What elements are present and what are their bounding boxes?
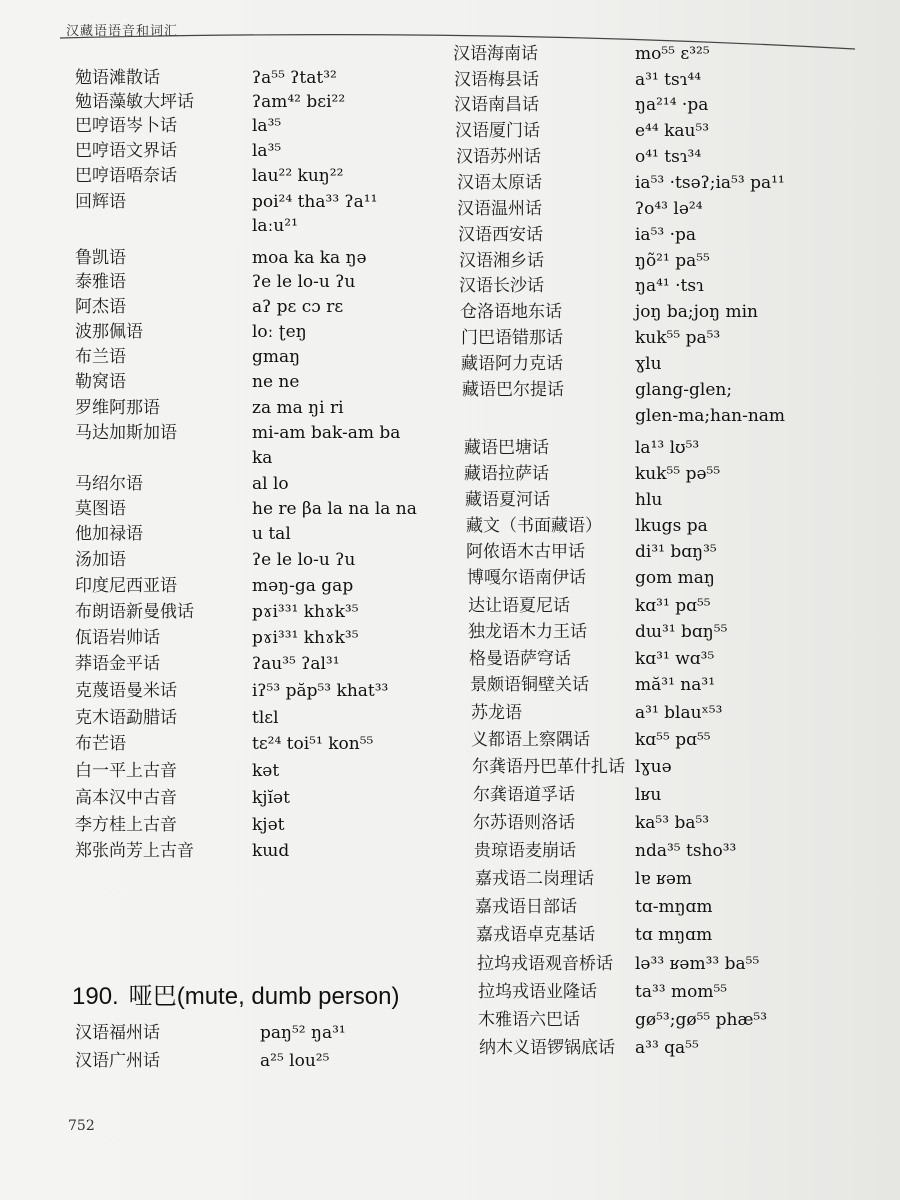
language-name: 李方桂上古音 bbox=[75, 815, 177, 835]
entry-row bbox=[75, 786, 505, 810]
word-form: kjət bbox=[252, 815, 285, 835]
language-name: 布兰语 bbox=[75, 347, 126, 367]
word-form: o⁴¹ tsɿ³⁴ bbox=[635, 147, 702, 167]
entry-row bbox=[75, 1049, 505, 1073]
word-form: gom maŋ bbox=[635, 568, 715, 588]
language-name: 汉语太原话 bbox=[457, 173, 542, 193]
entry-row bbox=[75, 164, 505, 188]
language-name: 独龙语木力王话 bbox=[468, 622, 587, 642]
entry-row bbox=[453, 68, 883, 92]
entry-row bbox=[75, 706, 505, 730]
language-name: 藏语夏河话 bbox=[465, 490, 550, 510]
language-name: 藏语巴尔提话 bbox=[462, 380, 564, 400]
word-form: tɑ mŋɑm bbox=[635, 925, 713, 945]
language-name: 巴哼语文界话 bbox=[75, 141, 177, 161]
entry-row bbox=[453, 171, 883, 195]
entry-row bbox=[453, 352, 883, 376]
language-name: 汉语温州话 bbox=[457, 199, 542, 219]
word-form: ʔe le lo-u ʔu bbox=[252, 272, 356, 292]
language-name: 嘉戎语卓克基话 bbox=[476, 925, 595, 945]
entry-row bbox=[75, 600, 505, 624]
language-name: 罗维阿那语 bbox=[75, 398, 160, 418]
word-form: gmaŋ bbox=[252, 347, 301, 367]
word-form: kɑ³¹ wɑ³⁵ bbox=[635, 649, 715, 669]
entry-row bbox=[75, 190, 505, 214]
language-name: 义都语上察隅话 bbox=[471, 730, 590, 750]
entry-row bbox=[75, 839, 505, 863]
word-form: laːu²¹ bbox=[252, 216, 298, 236]
word-form: ŋa⁴¹ ·tsɿ bbox=[635, 276, 704, 296]
language-name: 莽语金平话 bbox=[75, 654, 160, 674]
word-form: ʔe le lo-u ʔu bbox=[252, 550, 356, 570]
entry-row bbox=[75, 320, 505, 344]
entry-row bbox=[453, 755, 883, 779]
language-name: 鲁凯语 bbox=[75, 248, 126, 268]
word-form: lə³³ ʁəm³³ ba⁵⁵ bbox=[635, 954, 760, 974]
entry-row bbox=[453, 378, 883, 402]
word-form: ka bbox=[252, 448, 273, 468]
entry-row bbox=[453, 197, 883, 221]
entry-row bbox=[453, 647, 883, 671]
word-form: ʔam⁴² bɛi²² bbox=[252, 92, 346, 112]
entry-row bbox=[75, 1021, 505, 1045]
language-name: 景颇语铜壁关话 bbox=[470, 675, 589, 695]
word-form: ne ne bbox=[252, 372, 300, 392]
word-form: ŋõ²¹ pa⁵⁵ bbox=[635, 251, 710, 271]
entry-row bbox=[75, 270, 505, 294]
word-form: nda³⁵ tsho³³ bbox=[635, 841, 737, 861]
language-name: 苏龙语 bbox=[471, 703, 522, 723]
running-head: 汉藏语语音和词汇 bbox=[66, 24, 179, 39]
word-form: ʔau³⁵ ʔal³¹ bbox=[252, 654, 340, 674]
language-name: 巴哼语唔奈话 bbox=[75, 166, 177, 186]
language-name: 木雅语六巴话 bbox=[478, 1010, 580, 1030]
language-name: 嘉戎语日部话 bbox=[475, 897, 577, 917]
language-name: 藏语巴塘话 bbox=[464, 438, 549, 458]
word-form: mo⁵⁵ ɛ³²⁵ bbox=[635, 44, 710, 64]
entry-row bbox=[453, 93, 883, 117]
section-heading bbox=[72, 976, 399, 1011]
language-name: 马绍尔语 bbox=[75, 474, 143, 494]
word-form: ia⁵³ ·pa bbox=[635, 225, 697, 245]
word-form: loː ʈeŋ bbox=[252, 322, 307, 342]
entry-row bbox=[75, 759, 505, 783]
word-form: u tal bbox=[252, 524, 291, 544]
word-form: za ma ŋi ri bbox=[252, 398, 344, 418]
language-name: 泰雅语 bbox=[75, 272, 126, 292]
word-form: a²⁵ lou²⁵ bbox=[260, 1051, 330, 1071]
language-name: 回辉语 bbox=[75, 192, 126, 212]
entry-row bbox=[453, 514, 883, 538]
word-form: joŋ ba;joŋ min bbox=[635, 302, 758, 322]
language-name: 藏文（书面藏语） bbox=[466, 516, 602, 536]
language-name: 阿杰语 bbox=[75, 297, 126, 317]
language-name: 拉坞戎语观音桥话 bbox=[477, 954, 613, 974]
word-form: lɣuə bbox=[635, 757, 672, 777]
entry-row bbox=[75, 345, 505, 369]
word-form: la³⁵ bbox=[252, 141, 282, 161]
language-name: 波那佩语 bbox=[75, 322, 143, 342]
entry-row bbox=[453, 223, 883, 247]
entry-row bbox=[75, 214, 505, 238]
entry-row bbox=[453, 952, 883, 976]
word-form: a³¹ tsɿ⁴⁴ bbox=[635, 70, 702, 90]
word-form: dɯ³¹ bɑŋ⁵⁵ bbox=[635, 622, 728, 642]
entry-row bbox=[453, 867, 883, 891]
entry-row bbox=[75, 813, 505, 837]
word-form: pɤi³³¹ khɤk³⁵ bbox=[252, 602, 359, 622]
word-form: a³¹ blauˣ⁵³ bbox=[635, 703, 723, 723]
entry-row bbox=[453, 540, 883, 564]
word-form: kɑ³¹ pɑ⁵⁵ bbox=[635, 596, 711, 616]
word-form: la³⁵ bbox=[252, 116, 282, 136]
word-form: lau²² kuŋ²² bbox=[252, 166, 344, 186]
word-form: ʔa⁵⁵ ʔtat³² bbox=[252, 68, 337, 88]
entry-row bbox=[75, 246, 505, 270]
entry-row bbox=[75, 396, 505, 420]
language-name: 莫图语 bbox=[75, 499, 126, 519]
word-form: lɐ ʁəm bbox=[635, 869, 693, 889]
language-name: 克木语勐腊话 bbox=[75, 708, 177, 728]
entry-row bbox=[453, 326, 883, 350]
language-name: 佤语岩帅话 bbox=[75, 628, 160, 648]
word-form: mi-am bak-am ba bbox=[252, 423, 401, 443]
language-name: 阿侬语木古甲话 bbox=[466, 542, 585, 562]
entry-row bbox=[453, 811, 883, 835]
language-name: 尔苏语则洛话 bbox=[473, 813, 575, 833]
language-name: 仓洛语地东话 bbox=[460, 302, 562, 322]
language-name: 布芒语 bbox=[75, 734, 126, 754]
entry-row bbox=[75, 679, 505, 703]
entry-row bbox=[453, 1008, 883, 1032]
entry-row bbox=[453, 566, 883, 590]
language-name: 博嘎尔语南伊话 bbox=[467, 568, 586, 588]
entry-row bbox=[453, 728, 883, 752]
language-name: 嘉戎语二岗理话 bbox=[475, 869, 594, 889]
word-form: kɑ⁵⁵ pɑ⁵⁵ bbox=[635, 730, 711, 750]
entry-row bbox=[75, 548, 505, 572]
entry-row bbox=[75, 370, 505, 394]
section-title: 哑巴(mute, dumb person) bbox=[128, 983, 400, 1010]
language-name: 高本汉中古音 bbox=[75, 788, 177, 808]
entry-row bbox=[453, 300, 883, 324]
entry-row bbox=[75, 114, 505, 138]
language-name: 汉语西安话 bbox=[458, 225, 543, 245]
entry-row bbox=[453, 488, 883, 512]
entry-row bbox=[453, 42, 883, 66]
word-form: ka⁵³ ba⁵³ bbox=[635, 813, 710, 833]
entry-row bbox=[75, 574, 505, 598]
entry-row bbox=[75, 497, 505, 521]
language-name: 汉语长沙话 bbox=[459, 276, 544, 296]
language-name: 汉语苏州话 bbox=[456, 147, 541, 167]
word-form: mă³¹ na³¹ bbox=[635, 675, 716, 695]
language-name: 门巴语错那话 bbox=[461, 328, 563, 348]
word-form: hlu bbox=[635, 490, 663, 510]
word-form: gø⁵³;gø⁵⁵ phæ⁵³ bbox=[635, 1010, 768, 1030]
language-name: 巴哼语岑卜话 bbox=[75, 116, 177, 136]
language-name: 马达加斯加语 bbox=[75, 423, 177, 443]
word-form: a³³ qa⁵⁵ bbox=[635, 1038, 699, 1058]
entry-row bbox=[75, 522, 505, 546]
language-name: 布朗语新曼俄话 bbox=[75, 602, 194, 622]
language-name: 贵琼语麦崩话 bbox=[474, 841, 576, 861]
word-form: al lo bbox=[252, 474, 289, 494]
entry-row bbox=[453, 404, 883, 428]
word-form: pɤi³³¹ khɤk³⁵ bbox=[252, 628, 359, 648]
word-form: he re βa la na la na bbox=[252, 499, 417, 519]
entry-row bbox=[453, 673, 883, 697]
language-name: 勒窝语 bbox=[75, 372, 126, 392]
entry-row bbox=[453, 783, 883, 807]
language-name: 勉语滩散话 bbox=[75, 68, 160, 88]
word-form: kɯd bbox=[252, 841, 290, 861]
language-name: 达让语夏尼话 bbox=[468, 596, 570, 616]
language-name: 汤加语 bbox=[75, 550, 126, 570]
language-name: 汉语海南话 bbox=[453, 44, 538, 64]
language-name: 汉语湘乡话 bbox=[459, 251, 544, 271]
entry-row bbox=[453, 620, 883, 644]
language-name: 汉语福州话 bbox=[75, 1023, 160, 1043]
language-name: 藏语拉萨话 bbox=[464, 464, 549, 484]
language-name: 尔龚语道孚话 bbox=[473, 785, 575, 805]
entry-row bbox=[75, 139, 505, 163]
page-number: 752 bbox=[68, 1118, 95, 1134]
entry-row bbox=[75, 295, 505, 319]
section-number: 190. bbox=[72, 983, 119, 1010]
entry-row bbox=[453, 839, 883, 863]
word-form: aʔ pɛ cɔ rɛ bbox=[252, 297, 344, 317]
word-form: kjĭət bbox=[252, 788, 290, 808]
word-form: glen-ma;han-nam bbox=[635, 406, 786, 426]
entry-row bbox=[75, 421, 505, 445]
word-form: ŋa²¹⁴ ·pa bbox=[635, 95, 709, 115]
entry-row bbox=[453, 594, 883, 618]
entry-row bbox=[453, 1036, 883, 1060]
word-form: di³¹ bɑŋ³⁵ bbox=[635, 542, 717, 562]
word-form: la¹³ lʊ⁵³ bbox=[635, 438, 700, 458]
word-form: məŋ-ga gap bbox=[252, 576, 354, 596]
word-form: tlɛl bbox=[252, 708, 279, 728]
language-name: 拉坞戎语业隆话 bbox=[478, 982, 597, 1002]
entry-row bbox=[75, 626, 505, 650]
entry-row bbox=[453, 980, 883, 1004]
language-name: 他加禄语 bbox=[75, 524, 143, 544]
word-form: paŋ⁵² ŋa³¹ bbox=[260, 1023, 346, 1043]
entry-row bbox=[453, 436, 883, 460]
word-form: lkugs pa bbox=[635, 516, 708, 536]
language-name: 郑张尚芳上古音 bbox=[75, 841, 194, 861]
word-form: ia⁵³ ·tsəʔ;ia⁵³ pa¹¹ bbox=[635, 173, 785, 193]
entry-row bbox=[75, 90, 505, 114]
word-form: tɛ²⁴ toi⁵¹ kon⁵⁵ bbox=[252, 734, 374, 754]
language-name: 汉语南昌话 bbox=[454, 95, 539, 115]
word-form: iʔ⁵³ păp⁵³ khat³³ bbox=[252, 681, 389, 701]
entry-row bbox=[453, 462, 883, 486]
entry-row bbox=[75, 652, 505, 676]
language-name: 格曼语萨穹话 bbox=[469, 649, 571, 669]
entry-row bbox=[75, 732, 505, 756]
language-name: 汉语梅县话 bbox=[454, 70, 539, 90]
entry-row bbox=[453, 701, 883, 725]
language-name: 汉语厦门话 bbox=[455, 121, 540, 141]
language-name: 白一平上古音 bbox=[75, 761, 177, 781]
word-form: ɣlu bbox=[635, 354, 662, 374]
language-name: 汉语广州话 bbox=[75, 1051, 160, 1071]
entry-row bbox=[453, 895, 883, 919]
entry-row bbox=[453, 119, 883, 143]
entry-row bbox=[453, 923, 883, 947]
word-form: glang-glen; bbox=[635, 380, 733, 400]
entry-row bbox=[75, 66, 505, 90]
language-name: 纳木义语锣锅底话 bbox=[479, 1038, 615, 1058]
language-name: 尔龚语丹巴革什扎话 bbox=[472, 757, 625, 777]
word-form: poi²⁴ tha³³ ʔa¹¹ bbox=[252, 192, 378, 212]
word-form: moa ka ka ŋə bbox=[252, 248, 367, 268]
word-form: kət bbox=[252, 761, 280, 781]
entry-row bbox=[453, 249, 883, 273]
word-form: lʁu bbox=[635, 785, 662, 805]
language-name: 藏语阿力克话 bbox=[461, 354, 563, 374]
word-form: kuk⁵⁵ pə⁵⁵ bbox=[635, 464, 721, 484]
word-form: kuk⁵⁵ pa⁵³ bbox=[635, 328, 721, 348]
word-form: e⁴⁴ kau⁵³ bbox=[635, 121, 710, 141]
entry-row bbox=[75, 472, 505, 496]
language-name: 勉语藻敏大坪话 bbox=[75, 92, 194, 112]
language-name: 克蔑语曼米话 bbox=[75, 681, 177, 701]
entry-row bbox=[453, 145, 883, 169]
entry-row bbox=[453, 274, 883, 298]
language-name: 印度尼西亚语 bbox=[75, 576, 177, 596]
word-form: tɑ-mŋɑm bbox=[635, 897, 713, 917]
word-form: ta³³ mom⁵⁵ bbox=[635, 982, 728, 1002]
word-form: ʔo⁴³ lə²⁴ bbox=[635, 199, 703, 219]
entry-row bbox=[75, 446, 505, 470]
